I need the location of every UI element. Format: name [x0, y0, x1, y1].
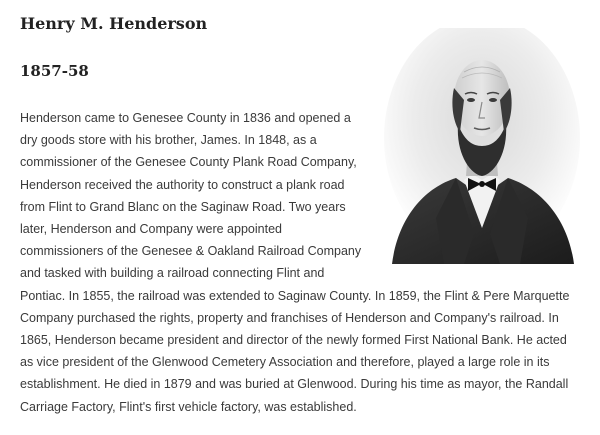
bio-line: later, Henderson and Company were appointed — [20, 222, 282, 237]
mayor-term-years: 1857-58 — [20, 62, 89, 80]
bio-line: commissioner of the Genesee County Plank Road Company, — [20, 155, 357, 170]
bio-line: and tasked with building a railroad connecting Flint and — [20, 266, 325, 281]
mayor-name: Henry M. Henderson — [20, 14, 208, 33]
bio-line: dry goods store with his brother, James. In 1848, as a — [20, 133, 317, 148]
bio-line: commissioners of the Genesee & Oakland Railroad Company — [20, 244, 362, 259]
bio-line: Henderson came to Genesee County in 1836 and opened a — [20, 111, 351, 125]
bio-line: Pontiac. In 1855, the railroad was extended to Saginaw County. In 1859, the Flint & Pere Marquette — [20, 288, 570, 303]
bio-line: Henderson received the authority to construct a plank road — [20, 177, 345, 192]
bio-line: Carriage Factory, Flint's first vehicle factory, was established. — [20, 399, 357, 414]
bio-line: Company purchased the rights, property and franchises of Henderson and Company's railroad. In — [20, 310, 559, 325]
biography-text — [20, 107, 570, 418]
bio-line: establishment. He died in 1879 and was buried at Glenwood. During his time as mayor, the Randall — [20, 377, 569, 392]
bio-line: 1865, Henderson became president and director of the newly formed First National Bank. He acted — [20, 333, 567, 348]
bio-line: as vice president of the Glenwood Cemetery Association and therefore, played a large role in its — [20, 355, 550, 370]
bio-line: from Flint to Grand Blanc on the Saginaw Road. Two years — [20, 199, 346, 214]
